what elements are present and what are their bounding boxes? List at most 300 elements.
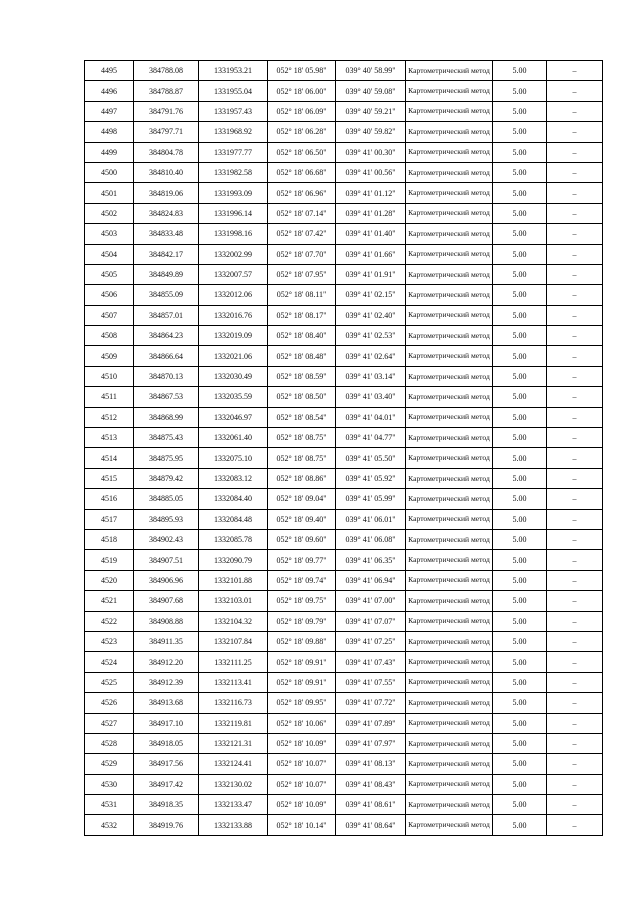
latitude-cell: 052° 18' 08.40" bbox=[268, 326, 336, 346]
accuracy-cell: 5.00 bbox=[493, 387, 547, 407]
method-cell: Картометрический метод bbox=[406, 244, 493, 264]
description-cell: – bbox=[547, 448, 603, 468]
table-row bbox=[85, 428, 603, 448]
accuracy-cell: 5.00 bbox=[493, 407, 547, 427]
description-cell: – bbox=[547, 591, 603, 611]
point-number-cell: 4528 bbox=[85, 733, 134, 753]
method-cell: Картометрический метод bbox=[406, 754, 493, 774]
x-coordinate-cell: 384912.39 bbox=[134, 672, 199, 692]
y-coordinate-cell: 1332035.59 bbox=[199, 387, 268, 407]
table-row bbox=[85, 244, 603, 264]
accuracy-cell: 5.00 bbox=[493, 672, 547, 692]
method-cell: Картометрический метод bbox=[406, 815, 493, 835]
longitude-cell: 039° 41' 02.40" bbox=[336, 305, 406, 325]
table-row bbox=[85, 489, 603, 509]
x-coordinate-cell: 384867.53 bbox=[134, 387, 199, 407]
accuracy-cell: 5.00 bbox=[493, 733, 547, 753]
table-row bbox=[85, 407, 603, 427]
y-coordinate-cell: 1331953.21 bbox=[199, 61, 268, 81]
method-cell: Картометрический метод bbox=[406, 611, 493, 631]
latitude-cell: 052° 18' 06.50" bbox=[268, 142, 336, 162]
point-number-cell: 4527 bbox=[85, 713, 134, 733]
method-cell: Картометрический метод bbox=[406, 101, 493, 121]
longitude-cell: 039° 41' 06.08" bbox=[336, 529, 406, 549]
y-coordinate-cell: 1332130.02 bbox=[199, 774, 268, 794]
y-coordinate-cell: 1332075.10 bbox=[199, 448, 268, 468]
point-number-cell: 4515 bbox=[85, 468, 134, 488]
longitude-cell: 039° 41' 01.66" bbox=[336, 244, 406, 264]
x-coordinate-cell: 384842.17 bbox=[134, 244, 199, 264]
longitude-cell: 039° 41' 06.01" bbox=[336, 509, 406, 529]
y-coordinate-cell: 1331998.16 bbox=[199, 224, 268, 244]
description-cell: – bbox=[547, 203, 603, 223]
description-cell: – bbox=[547, 489, 603, 509]
table-row bbox=[85, 672, 603, 692]
point-number-cell: 4524 bbox=[85, 652, 134, 672]
method-cell: Картометрический метод bbox=[406, 550, 493, 570]
method-cell: Картометрический метод bbox=[406, 61, 493, 81]
point-number-cell: 4530 bbox=[85, 774, 134, 794]
description-cell: – bbox=[547, 509, 603, 529]
latitude-cell: 052° 18' 08.75" bbox=[268, 448, 336, 468]
longitude-cell: 039° 41' 07.07" bbox=[336, 611, 406, 631]
y-coordinate-cell: 1332116.73 bbox=[199, 693, 268, 713]
accuracy-cell: 5.00 bbox=[493, 346, 547, 366]
y-coordinate-cell: 1331968.92 bbox=[199, 122, 268, 142]
table-row bbox=[85, 122, 603, 142]
table-row bbox=[85, 611, 603, 631]
x-coordinate-cell: 384885.05 bbox=[134, 489, 199, 509]
longitude-cell: 039° 41' 07.00" bbox=[336, 591, 406, 611]
accuracy-cell: 5.00 bbox=[493, 631, 547, 651]
point-number-cell: 4518 bbox=[85, 529, 134, 549]
accuracy-cell: 5.00 bbox=[493, 162, 547, 182]
latitude-cell: 052° 18' 09.75" bbox=[268, 591, 336, 611]
y-coordinate-cell: 1332133.47 bbox=[199, 795, 268, 815]
method-cell: Картометрический метод bbox=[406, 570, 493, 590]
longitude-cell: 039° 41' 07.55" bbox=[336, 672, 406, 692]
y-coordinate-cell: 1332046.97 bbox=[199, 407, 268, 427]
table-row bbox=[85, 162, 603, 182]
x-coordinate-cell: 384917.10 bbox=[134, 713, 199, 733]
method-cell: Картометрический метод bbox=[406, 305, 493, 325]
method-cell: Картометрический метод bbox=[406, 285, 493, 305]
latitude-cell: 052° 18' 09.04" bbox=[268, 489, 336, 509]
x-coordinate-cell: 384918.05 bbox=[134, 733, 199, 753]
method-cell: Картометрический метод bbox=[406, 183, 493, 203]
accuracy-cell: 5.00 bbox=[493, 713, 547, 733]
point-number-cell: 4511 bbox=[85, 387, 134, 407]
longitude-cell: 039° 41' 05.92" bbox=[336, 468, 406, 488]
longitude-cell: 039° 41' 02.15" bbox=[336, 285, 406, 305]
point-number-cell: 4514 bbox=[85, 448, 134, 468]
latitude-cell: 052° 18' 10.07" bbox=[268, 774, 336, 794]
description-cell: – bbox=[547, 162, 603, 182]
description-cell: – bbox=[547, 61, 603, 81]
latitude-cell: 052° 18' 06.28" bbox=[268, 122, 336, 142]
point-number-cell: 4495 bbox=[85, 61, 134, 81]
method-cell: Картометрический метод bbox=[406, 203, 493, 223]
accuracy-cell: 5.00 bbox=[493, 264, 547, 284]
y-coordinate-cell: 1332103.01 bbox=[199, 591, 268, 611]
longitude-cell: 039° 41' 04.77" bbox=[336, 428, 406, 448]
point-number-cell: 4510 bbox=[85, 366, 134, 386]
longitude-cell: 039° 41' 01.91" bbox=[336, 264, 406, 284]
latitude-cell: 052° 18' 10.09" bbox=[268, 733, 336, 753]
table-row bbox=[85, 652, 603, 672]
accuracy-cell: 5.00 bbox=[493, 468, 547, 488]
latitude-cell: 052° 18' 09.40" bbox=[268, 509, 336, 529]
y-coordinate-cell: 1332007.57 bbox=[199, 264, 268, 284]
longitude-cell: 039° 41' 00.30" bbox=[336, 142, 406, 162]
point-number-cell: 4521 bbox=[85, 591, 134, 611]
y-coordinate-cell: 1332084.48 bbox=[199, 509, 268, 529]
accuracy-cell: 5.00 bbox=[493, 61, 547, 81]
table-row bbox=[85, 529, 603, 549]
description-cell: – bbox=[547, 468, 603, 488]
longitude-cell: 039° 41' 05.50" bbox=[336, 448, 406, 468]
accuracy-cell: 5.00 bbox=[493, 652, 547, 672]
longitude-cell: 039° 41' 06.94" bbox=[336, 570, 406, 590]
description-cell: – bbox=[547, 795, 603, 815]
latitude-cell: 052° 18' 08.17" bbox=[268, 305, 336, 325]
latitude-cell: 052° 18' 06.96" bbox=[268, 183, 336, 203]
point-number-cell: 4519 bbox=[85, 550, 134, 570]
description-cell: – bbox=[547, 815, 603, 835]
longitude-cell: 039° 41' 02.64" bbox=[336, 346, 406, 366]
method-cell: Картометрический метод bbox=[406, 224, 493, 244]
table-row bbox=[85, 101, 603, 121]
x-coordinate-cell: 384902.43 bbox=[134, 529, 199, 549]
table-row bbox=[85, 713, 603, 733]
method-cell: Картометрический метод bbox=[406, 428, 493, 448]
table-row bbox=[85, 754, 603, 774]
longitude-cell: 039° 41' 07.97" bbox=[336, 733, 406, 753]
longitude-cell: 039° 41' 01.40" bbox=[336, 224, 406, 244]
latitude-cell: 052° 18' 05.98" bbox=[268, 61, 336, 81]
longitude-cell: 039° 41' 07.72" bbox=[336, 693, 406, 713]
method-cell: Картометрический метод bbox=[406, 489, 493, 509]
y-coordinate-cell: 1332101.88 bbox=[199, 570, 268, 590]
y-coordinate-cell: 1331977.77 bbox=[199, 142, 268, 162]
accuracy-cell: 5.00 bbox=[493, 693, 547, 713]
method-cell: Картометрический метод bbox=[406, 509, 493, 529]
point-number-cell: 4520 bbox=[85, 570, 134, 590]
point-number-cell: 4502 bbox=[85, 203, 134, 223]
description-cell: – bbox=[547, 407, 603, 427]
accuracy-cell: 5.00 bbox=[493, 591, 547, 611]
table-row bbox=[85, 387, 603, 407]
table-row bbox=[85, 591, 603, 611]
latitude-cell: 052° 18' 09.79" bbox=[268, 611, 336, 631]
accuracy-cell: 5.00 bbox=[493, 815, 547, 835]
description-cell: – bbox=[547, 101, 603, 121]
y-coordinate-cell: 1332107.84 bbox=[199, 631, 268, 651]
x-coordinate-cell: 384908.88 bbox=[134, 611, 199, 631]
table-row bbox=[85, 183, 603, 203]
point-number-cell: 4517 bbox=[85, 509, 134, 529]
y-coordinate-cell: 1332133.88 bbox=[199, 815, 268, 835]
y-coordinate-cell: 1332002.99 bbox=[199, 244, 268, 264]
x-coordinate-cell: 384866.64 bbox=[134, 346, 199, 366]
point-number-cell: 4516 bbox=[85, 489, 134, 509]
y-coordinate-cell: 1332083.12 bbox=[199, 468, 268, 488]
method-cell: Картометрический метод bbox=[406, 122, 493, 142]
table-row bbox=[85, 81, 603, 101]
latitude-cell: 052° 18' 07.95" bbox=[268, 264, 336, 284]
latitude-cell: 052° 18' 06.09" bbox=[268, 101, 336, 121]
latitude-cell: 052° 18' 08.54" bbox=[268, 407, 336, 427]
y-coordinate-cell: 1331993.09 bbox=[199, 183, 268, 203]
point-number-cell: 4499 bbox=[85, 142, 134, 162]
longitude-cell: 039° 41' 01.12" bbox=[336, 183, 406, 203]
table-row bbox=[85, 346, 603, 366]
x-coordinate-cell: 384870.13 bbox=[134, 366, 199, 386]
method-cell: Картометрический метод bbox=[406, 529, 493, 549]
latitude-cell: 052° 18' 08.59" bbox=[268, 366, 336, 386]
method-cell: Картометрический метод bbox=[406, 142, 493, 162]
latitude-cell: 052° 18' 06.00" bbox=[268, 81, 336, 101]
latitude-cell: 052° 18' 09.60" bbox=[268, 529, 336, 549]
description-cell: – bbox=[547, 529, 603, 549]
y-coordinate-cell: 1332104.32 bbox=[199, 611, 268, 631]
accuracy-cell: 5.00 bbox=[493, 122, 547, 142]
table-row bbox=[85, 570, 603, 590]
x-coordinate-cell: 384875.95 bbox=[134, 448, 199, 468]
y-coordinate-cell: 1332113.41 bbox=[199, 672, 268, 692]
accuracy-cell: 5.00 bbox=[493, 774, 547, 794]
x-coordinate-cell: 384824.83 bbox=[134, 203, 199, 223]
table-row bbox=[85, 142, 603, 162]
y-coordinate-cell: 1332061.40 bbox=[199, 428, 268, 448]
longitude-cell: 039° 40' 59.82" bbox=[336, 122, 406, 142]
y-coordinate-cell: 1332030.49 bbox=[199, 366, 268, 386]
point-number-cell: 4498 bbox=[85, 122, 134, 142]
table-row bbox=[85, 224, 603, 244]
table-row bbox=[85, 326, 603, 346]
description-cell: – bbox=[547, 142, 603, 162]
y-coordinate-cell: 1331996.14 bbox=[199, 203, 268, 223]
x-coordinate-cell: 384857.01 bbox=[134, 305, 199, 325]
point-number-cell: 4532 bbox=[85, 815, 134, 835]
x-coordinate-cell: 384918.35 bbox=[134, 795, 199, 815]
x-coordinate-cell: 384804.78 bbox=[134, 142, 199, 162]
table-row bbox=[85, 285, 603, 305]
x-coordinate-cell: 384855.09 bbox=[134, 285, 199, 305]
x-coordinate-cell: 384917.42 bbox=[134, 774, 199, 794]
x-coordinate-cell: 384919.76 bbox=[134, 815, 199, 835]
table-row bbox=[85, 550, 603, 570]
longitude-cell: 039° 41' 08.13" bbox=[336, 754, 406, 774]
table-row bbox=[85, 305, 603, 325]
method-cell: Картометрический метод bbox=[406, 693, 493, 713]
accuracy-cell: 5.00 bbox=[493, 203, 547, 223]
table-row bbox=[85, 509, 603, 529]
latitude-cell: 052° 18' 08.50" bbox=[268, 387, 336, 407]
longitude-cell: 039° 41' 00.56" bbox=[336, 162, 406, 182]
y-coordinate-cell: 1332090.79 bbox=[199, 550, 268, 570]
description-cell: – bbox=[547, 366, 603, 386]
longitude-cell: 039° 40' 59.08" bbox=[336, 81, 406, 101]
accuracy-cell: 5.00 bbox=[493, 550, 547, 570]
table-row bbox=[85, 264, 603, 284]
point-number-cell: 4506 bbox=[85, 285, 134, 305]
accuracy-cell: 5.00 bbox=[493, 795, 547, 815]
method-cell: Картометрический метод bbox=[406, 448, 493, 468]
y-coordinate-cell: 1332016.76 bbox=[199, 305, 268, 325]
point-number-cell: 4497 bbox=[85, 101, 134, 121]
accuracy-cell: 5.00 bbox=[493, 224, 547, 244]
x-coordinate-cell: 384864.23 bbox=[134, 326, 199, 346]
point-number-cell: 4523 bbox=[85, 631, 134, 651]
accuracy-cell: 5.00 bbox=[493, 448, 547, 468]
point-number-cell: 4513 bbox=[85, 428, 134, 448]
point-number-cell: 4500 bbox=[85, 162, 134, 182]
accuracy-cell: 5.00 bbox=[493, 611, 547, 631]
coordinates-table bbox=[84, 60, 603, 836]
method-cell: Картометрический метод bbox=[406, 652, 493, 672]
accuracy-cell: 5.00 bbox=[493, 509, 547, 529]
method-cell: Картометрический метод bbox=[406, 387, 493, 407]
longitude-cell: 039° 41' 02.53" bbox=[336, 326, 406, 346]
method-cell: Картометрический метод bbox=[406, 407, 493, 427]
latitude-cell: 052° 18' 10.06" bbox=[268, 713, 336, 733]
point-number-cell: 4501 bbox=[85, 183, 134, 203]
y-coordinate-cell: 1332119.81 bbox=[199, 713, 268, 733]
longitude-cell: 039° 41' 07.89" bbox=[336, 713, 406, 733]
point-number-cell: 4525 bbox=[85, 672, 134, 692]
x-coordinate-cell: 384895.93 bbox=[134, 509, 199, 529]
longitude-cell: 039° 41' 07.25" bbox=[336, 631, 406, 651]
longitude-cell: 039° 41' 03.40" bbox=[336, 387, 406, 407]
x-coordinate-cell: 384907.51 bbox=[134, 550, 199, 570]
y-coordinate-cell: 1332111.25 bbox=[199, 652, 268, 672]
latitude-cell: 052° 18' 08.86" bbox=[268, 468, 336, 488]
latitude-cell: 052° 18' 10.14" bbox=[268, 815, 336, 835]
longitude-cell: 039° 41' 03.14" bbox=[336, 366, 406, 386]
method-cell: Картометрический метод bbox=[406, 346, 493, 366]
point-number-cell: 4522 bbox=[85, 611, 134, 631]
accuracy-cell: 5.00 bbox=[493, 366, 547, 386]
latitude-cell: 052° 18' 09.95" bbox=[268, 693, 336, 713]
x-coordinate-cell: 384810.40 bbox=[134, 162, 199, 182]
point-number-cell: 4507 bbox=[85, 305, 134, 325]
description-cell: – bbox=[547, 244, 603, 264]
longitude-cell: 039° 41' 08.61" bbox=[336, 795, 406, 815]
table-row bbox=[85, 366, 603, 386]
longitude-cell: 039° 41' 08.64" bbox=[336, 815, 406, 835]
accuracy-cell: 5.00 bbox=[493, 183, 547, 203]
description-cell: – bbox=[547, 183, 603, 203]
y-coordinate-cell: 1332084.40 bbox=[199, 489, 268, 509]
latitude-cell: 052° 18' 07.42" bbox=[268, 224, 336, 244]
x-coordinate-cell: 384788.87 bbox=[134, 81, 199, 101]
latitude-cell: 052° 18' 10.07" bbox=[268, 754, 336, 774]
x-coordinate-cell: 384913.68 bbox=[134, 693, 199, 713]
point-number-cell: 4526 bbox=[85, 693, 134, 713]
accuracy-cell: 5.00 bbox=[493, 326, 547, 346]
table-row bbox=[85, 203, 603, 223]
accuracy-cell: 5.00 bbox=[493, 101, 547, 121]
x-coordinate-cell: 384791.76 bbox=[134, 101, 199, 121]
description-cell: – bbox=[547, 754, 603, 774]
description-cell: – bbox=[547, 428, 603, 448]
method-cell: Картометрический метод bbox=[406, 326, 493, 346]
point-number-cell: 4509 bbox=[85, 346, 134, 366]
y-coordinate-cell: 1332012.06 bbox=[199, 285, 268, 305]
latitude-cell: 052° 18' 08.48" bbox=[268, 346, 336, 366]
description-cell: – bbox=[547, 81, 603, 101]
accuracy-cell: 5.00 bbox=[493, 142, 547, 162]
method-cell: Картометрический метод bbox=[406, 264, 493, 284]
method-cell: Картометрический метод bbox=[406, 795, 493, 815]
method-cell: Картометрический метод bbox=[406, 713, 493, 733]
description-cell: – bbox=[547, 611, 603, 631]
y-coordinate-cell: 1332021.06 bbox=[199, 346, 268, 366]
method-cell: Картометрический метод bbox=[406, 162, 493, 182]
point-number-cell: 4504 bbox=[85, 244, 134, 264]
y-coordinate-cell: 1332085.78 bbox=[199, 529, 268, 549]
x-coordinate-cell: 384868.99 bbox=[134, 407, 199, 427]
y-coordinate-cell: 1332121.31 bbox=[199, 733, 268, 753]
accuracy-cell: 5.00 bbox=[493, 305, 547, 325]
method-cell: Картометрический метод bbox=[406, 366, 493, 386]
x-coordinate-cell: 384849.89 bbox=[134, 264, 199, 284]
description-cell: – bbox=[547, 305, 603, 325]
accuracy-cell: 5.00 bbox=[493, 754, 547, 774]
longitude-cell: 039° 41' 04.01" bbox=[336, 407, 406, 427]
description-cell: – bbox=[547, 346, 603, 366]
table-row bbox=[85, 468, 603, 488]
point-number-cell: 4496 bbox=[85, 81, 134, 101]
description-cell: – bbox=[547, 693, 603, 713]
latitude-cell: 052° 18' 09.91" bbox=[268, 652, 336, 672]
latitude-cell: 052° 18' 09.74" bbox=[268, 570, 336, 590]
description-cell: – bbox=[547, 631, 603, 651]
longitude-cell: 039° 41' 01.28" bbox=[336, 203, 406, 223]
accuracy-cell: 5.00 bbox=[493, 489, 547, 509]
x-coordinate-cell: 384911.35 bbox=[134, 631, 199, 651]
accuracy-cell: 5.00 bbox=[493, 529, 547, 549]
method-cell: Картометрический метод bbox=[406, 591, 493, 611]
accuracy-cell: 5.00 bbox=[493, 244, 547, 264]
accuracy-cell: 5.00 bbox=[493, 285, 547, 305]
point-number-cell: 4529 bbox=[85, 754, 134, 774]
x-coordinate-cell: 384788.08 bbox=[134, 61, 199, 81]
latitude-cell: 052° 18' 06.68" bbox=[268, 162, 336, 182]
method-cell: Картометрический метод bbox=[406, 733, 493, 753]
description-cell: – bbox=[547, 652, 603, 672]
latitude-cell: 052° 18' 09.91" bbox=[268, 672, 336, 692]
x-coordinate-cell: 384906.96 bbox=[134, 570, 199, 590]
accuracy-cell: 5.00 bbox=[493, 428, 547, 448]
longitude-cell: 039° 40' 58.99" bbox=[336, 61, 406, 81]
y-coordinate-cell: 1331955.04 bbox=[199, 81, 268, 101]
description-cell: – bbox=[547, 672, 603, 692]
latitude-cell: 052° 18' 10.09" bbox=[268, 795, 336, 815]
longitude-cell: 039° 41' 07.43" bbox=[336, 652, 406, 672]
point-number-cell: 4531 bbox=[85, 795, 134, 815]
description-cell: – bbox=[547, 550, 603, 570]
latitude-cell: 052° 18' 08.11" bbox=[268, 285, 336, 305]
table-row bbox=[85, 693, 603, 713]
y-coordinate-cell: 1331982.58 bbox=[199, 162, 268, 182]
accuracy-cell: 5.00 bbox=[493, 570, 547, 590]
latitude-cell: 052° 18' 07.14" bbox=[268, 203, 336, 223]
x-coordinate-cell: 384917.56 bbox=[134, 754, 199, 774]
x-coordinate-cell: 384907.68 bbox=[134, 591, 199, 611]
x-coordinate-cell: 384819.06 bbox=[134, 183, 199, 203]
